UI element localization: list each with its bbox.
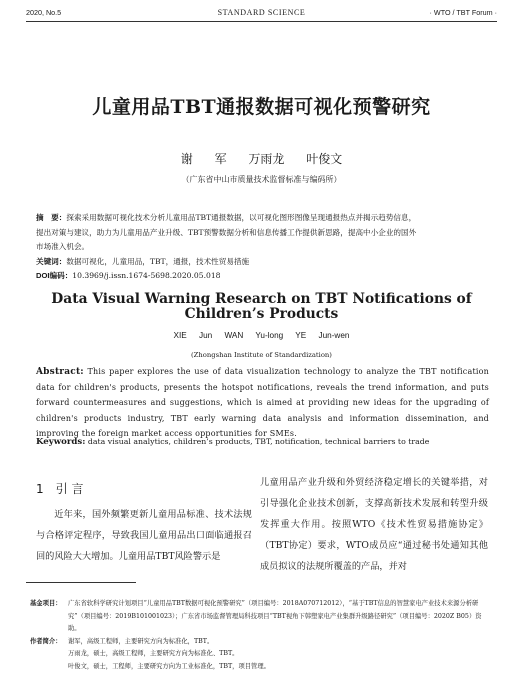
author-bio-1: 谢军，高级工程师，主要研究方向为标准化，TBT。	[68, 637, 214, 645]
header-divider	[26, 21, 497, 22]
affiliation-en: (Zhongshan Institute of Standardization)	[191, 351, 332, 359]
abstract-cn-line-1: 摘 要：探索采用数据可视化技术分析儿童用品TBT通报数据，以可视化图形图像呈现通报热点并揭示趋势信息，	[36, 213, 417, 222]
abstract-en-text: This paper explores the use of data visualization technology to analyze the TBT notification data for children's products, presents the hotspot notifications, reveals the trend information, and puts forward countermeasures and suggestions, which is aimed at providing new ideas for the upgrading of children's products industry, TBT early warning data analysis and information dissemination, and improving the foreign market access opportunities for SMEs.	[36, 367, 489, 438]
footnotes	[30, 598, 490, 674]
fund-note	[30, 598, 490, 636]
doi-link[interactable]: 10.3969/j.issn.1674-5698.2020.05.018	[72, 271, 221, 281]
abstract-cn-label: 摘 要：	[36, 213, 67, 222]
issue-label: 2020, No.5	[26, 8, 62, 17]
authors-en: XIE Jun WAN Yu-long YE Jun-wen	[173, 331, 350, 340]
author-label: 作者简介：	[30, 637, 62, 645]
fund-text: 广东省软科学研究计划项目“儿童用品TBT数据可视化预警研究”（项目编号：2018A070712012），“基于TBT信息的智慧家电产业技术来源分析研究”（项目编号：2019B101001023）；广东省市场监督管理局科技项目“TBT视角下韩塑家电产业集群升级路径研究”（项目编号：2020Z B05）资助。	[68, 600, 482, 633]
doi-label: DOI编码：	[36, 271, 73, 281]
keywords-en: Keywords: data visual analytics, children’s products, TBT, notification, technical barriers to trade	[36, 437, 430, 447]
doi	[36, 269, 484, 284]
abstract-en-label: Abstract:	[36, 367, 84, 377]
section-number: 1	[36, 482, 44, 496]
journal-name: STANDARD SCIENCE	[217, 8, 306, 17]
running-header	[26, 8, 497, 20]
section-heading-1	[36, 480, 95, 497]
body-text-left: 近年来，国外频繁更新儿童用品标准、技术法规与合格评定程序，导致我国儿童用品出口面临通报召回的风险大大增加。儿童用品TBT风险警示是	[36, 509, 252, 562]
authors-cn: 谢 军 万雨龙 叶俊文	[180, 152, 343, 166]
body-text-right: 儿童用品产业升级和外贸经济稳定增长的关键举措，对引导强化企业技术创新，支撑高新技术发展和转型升级发挥重大作用。按照WTO《技术性贸易措施协定》（TBT协定）要求，WTO成员应“通过秘书处通知其他成员拟议的法规所覆盖的产品，并对	[260, 477, 488, 572]
affiliation-cn: （广东省中山市质量技术监督标准与编码所）	[181, 175, 342, 184]
abstract-en	[36, 364, 489, 441]
author-bio-3: 叶俊文，硕士，工程师，主要研究方向为工业标准化，TBT，项目管理。	[68, 662, 270, 670]
keywords-en-label: Keywords:	[36, 437, 86, 447]
paper-title-cn: 儿童用品TBT通报数据可视化预警研究	[92, 96, 431, 118]
section-title: 引 言	[55, 482, 84, 496]
keywords-cn-label: 关键词：	[36, 256, 67, 266]
fund-label: 基金项目：	[30, 600, 62, 607]
author-bio-2: 万雨龙，硕士，高级工程师，主要研究方向为标准化、TBT。	[68, 650, 239, 658]
abstract-cn-line-3: 市场准入机会。	[36, 242, 90, 252]
footnote-divider	[26, 582, 136, 583]
abstract-cn	[36, 211, 484, 284]
paper-title-en: Data Visual Warning Research on TBT Notifications of Children’s Products	[51, 291, 472, 322]
keywords-cn: 关键词：数据可视化，儿童用品，TBT，通报，技术性贸易措施	[36, 256, 250, 266]
column-name: · WTO / TBT Forum ·	[429, 8, 497, 17]
abstract-cn-line-2: 提出对策与建议，助力为儿童用品产业升级、TBT预警数据分析和信息传播工作提供新思路，提高中小企业的国外	[36, 227, 417, 237]
author-note	[30, 636, 490, 674]
